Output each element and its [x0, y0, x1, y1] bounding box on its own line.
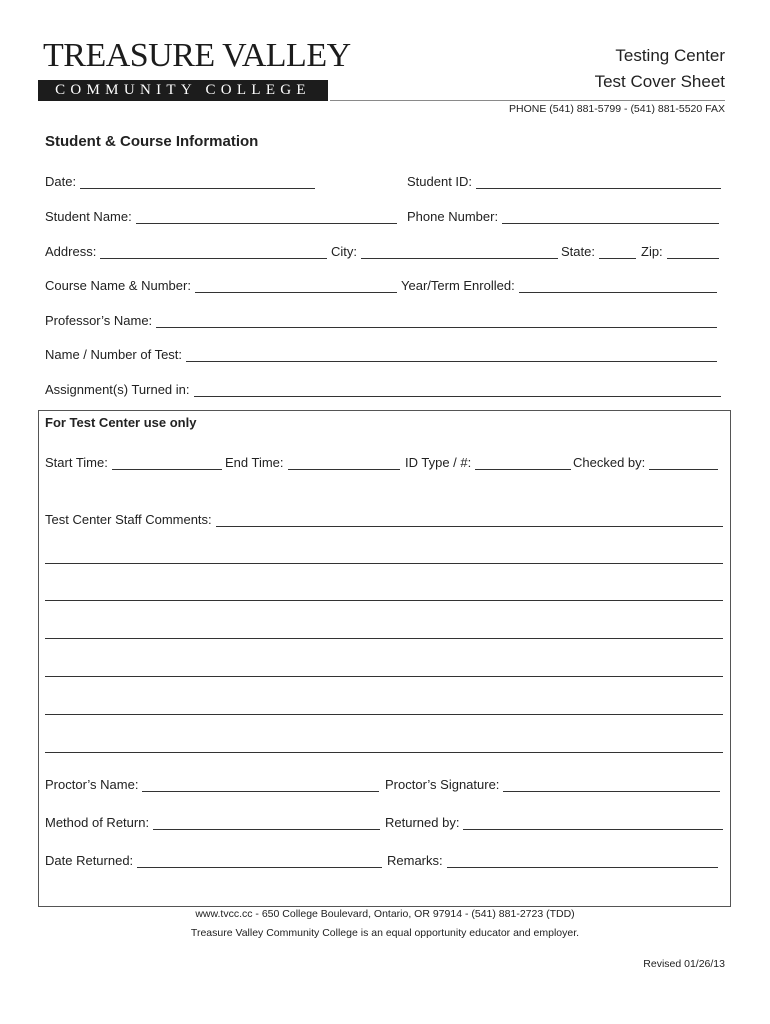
start-time-field[interactable] [45, 455, 222, 470]
method-of-return-field[interactable] [45, 815, 380, 830]
revised-date: Revised 01/26/13 [643, 958, 725, 970]
course-input-line[interactable] [195, 279, 397, 293]
phone-number-field[interactable] [407, 209, 719, 224]
checked-by-field[interactable] [573, 455, 718, 470]
phone-number-input-line[interactable] [502, 210, 719, 224]
method-of-return-label: Method of Return: [45, 815, 150, 830]
professor-name-label: Professor’s Name: [45, 313, 153, 328]
date-returned-input-line[interactable] [137, 854, 382, 868]
student-name-label: Student Name: [45, 209, 132, 224]
comment-line[interactable] [45, 563, 723, 564]
assignments-field[interactable] [45, 382, 721, 397]
year-term-field[interactable] [401, 278, 717, 293]
returned-by-input-line[interactable] [463, 816, 723, 830]
assignments-label: Assignment(s) Turned in: [45, 382, 190, 397]
comment-line[interactable] [45, 638, 723, 639]
staff-comments-input-line[interactable] [216, 513, 723, 527]
date-label: Date: [45, 174, 77, 189]
logo-line1: TREASURE VALLEY [43, 37, 351, 74]
end-time-label: End Time: [225, 455, 284, 470]
professor-name-input-line[interactable] [156, 314, 717, 328]
comment-line[interactable] [45, 714, 723, 715]
date-input-line[interactable] [80, 175, 315, 189]
address-input-line[interactable] [100, 245, 327, 259]
logo-line2: COMMUNITY COLLEGE [55, 82, 311, 98]
date-returned-field[interactable] [45, 853, 382, 868]
state-input-line[interactable] [599, 245, 636, 259]
test-name-label: Name / Number of Test: [45, 347, 183, 362]
header-divider [330, 100, 725, 101]
city-input-line[interactable] [361, 245, 558, 259]
id-type-input-line[interactable] [475, 456, 571, 470]
zip-field[interactable] [641, 244, 719, 259]
student-name-field[interactable] [45, 209, 397, 224]
remarks-label: Remarks: [387, 853, 443, 868]
remarks-field[interactable] [387, 853, 718, 868]
section-title-student-course: Student & Course Information [45, 133, 259, 150]
returned-by-label: Returned by: [385, 815, 460, 830]
proctor-name-field[interactable] [45, 777, 379, 792]
proctor-name-input-line[interactable] [142, 778, 379, 792]
address-field[interactable] [45, 244, 327, 259]
start-time-label: Start Time: [45, 455, 108, 470]
test-name-input-line[interactable] [186, 348, 717, 362]
year-term-label: Year/Term Enrolled: [401, 278, 515, 293]
state-field[interactable] [561, 244, 636, 259]
course-field[interactable] [45, 278, 397, 293]
staff-comments-field[interactable] [45, 512, 723, 527]
returned-by-field[interactable] [385, 815, 723, 830]
college-logo-wordmark [43, 36, 351, 76]
test-center-title: For Test Center use only [45, 415, 197, 430]
student-id-input-line[interactable] [476, 175, 721, 189]
proctor-name-label: Proctor’s Name: [45, 777, 139, 792]
method-of-return-input-line[interactable] [153, 816, 380, 830]
phone-fax-line: PHONE (541) 881-5799 - (541) 881-5520 FAX [509, 103, 725, 115]
test-center-box [38, 410, 731, 907]
city-label: City: [331, 244, 357, 259]
year-term-input-line[interactable] [519, 279, 717, 293]
checked-by-label: Checked by: [573, 455, 646, 470]
header-title-test-cover-sheet: Test Cover Sheet [594, 72, 725, 91]
checked-by-input-line[interactable] [649, 456, 718, 470]
college-logo-banner [38, 80, 328, 101]
date-returned-label: Date Returned: [45, 853, 134, 868]
staff-comments-label: Test Center Staff Comments: [45, 512, 212, 527]
id-type-label: ID Type / #: [405, 455, 472, 470]
comment-line[interactable] [45, 676, 723, 677]
address-label: Address: [45, 244, 97, 259]
start-time-input-line[interactable] [112, 456, 222, 470]
student-id-label: Student ID: [407, 174, 473, 189]
end-time-input-line[interactable] [288, 456, 400, 470]
header-title-testing-center: Testing Center [615, 46, 725, 65]
remarks-input-line[interactable] [447, 854, 718, 868]
footer-contact-line: www.tvcc.cc - 650 College Boulevard, Ontario, OR 97914 - (541) 881-2723 (TDD) [195, 908, 575, 920]
phone-number-label: Phone Number: [407, 209, 499, 224]
comment-line[interactable] [45, 752, 723, 753]
id-type-field[interactable] [405, 455, 571, 470]
assignments-input-line[interactable] [194, 383, 721, 397]
zip-input-line[interactable] [667, 245, 719, 259]
proctor-signature-field[interactable] [385, 777, 720, 792]
state-label: State: [561, 244, 595, 259]
student-name-input-line[interactable] [136, 210, 397, 224]
comment-line[interactable] [45, 600, 723, 601]
proctor-signature-input-line[interactable] [503, 778, 720, 792]
city-field[interactable] [331, 244, 558, 259]
proctor-signature-label: Proctor’s Signature: [385, 777, 500, 792]
date-field[interactable] [45, 174, 315, 189]
professor-name-field[interactable] [45, 313, 717, 328]
student-id-field[interactable] [407, 174, 721, 189]
end-time-field[interactable] [225, 455, 400, 470]
zip-label: Zip: [641, 244, 663, 259]
test-name-field[interactable] [45, 347, 717, 362]
course-label: Course Name & Number: [45, 278, 191, 293]
footer-equal-opportunity: Treasure Valley Community College is an equal opportunity educator and employer. [190, 927, 580, 939]
